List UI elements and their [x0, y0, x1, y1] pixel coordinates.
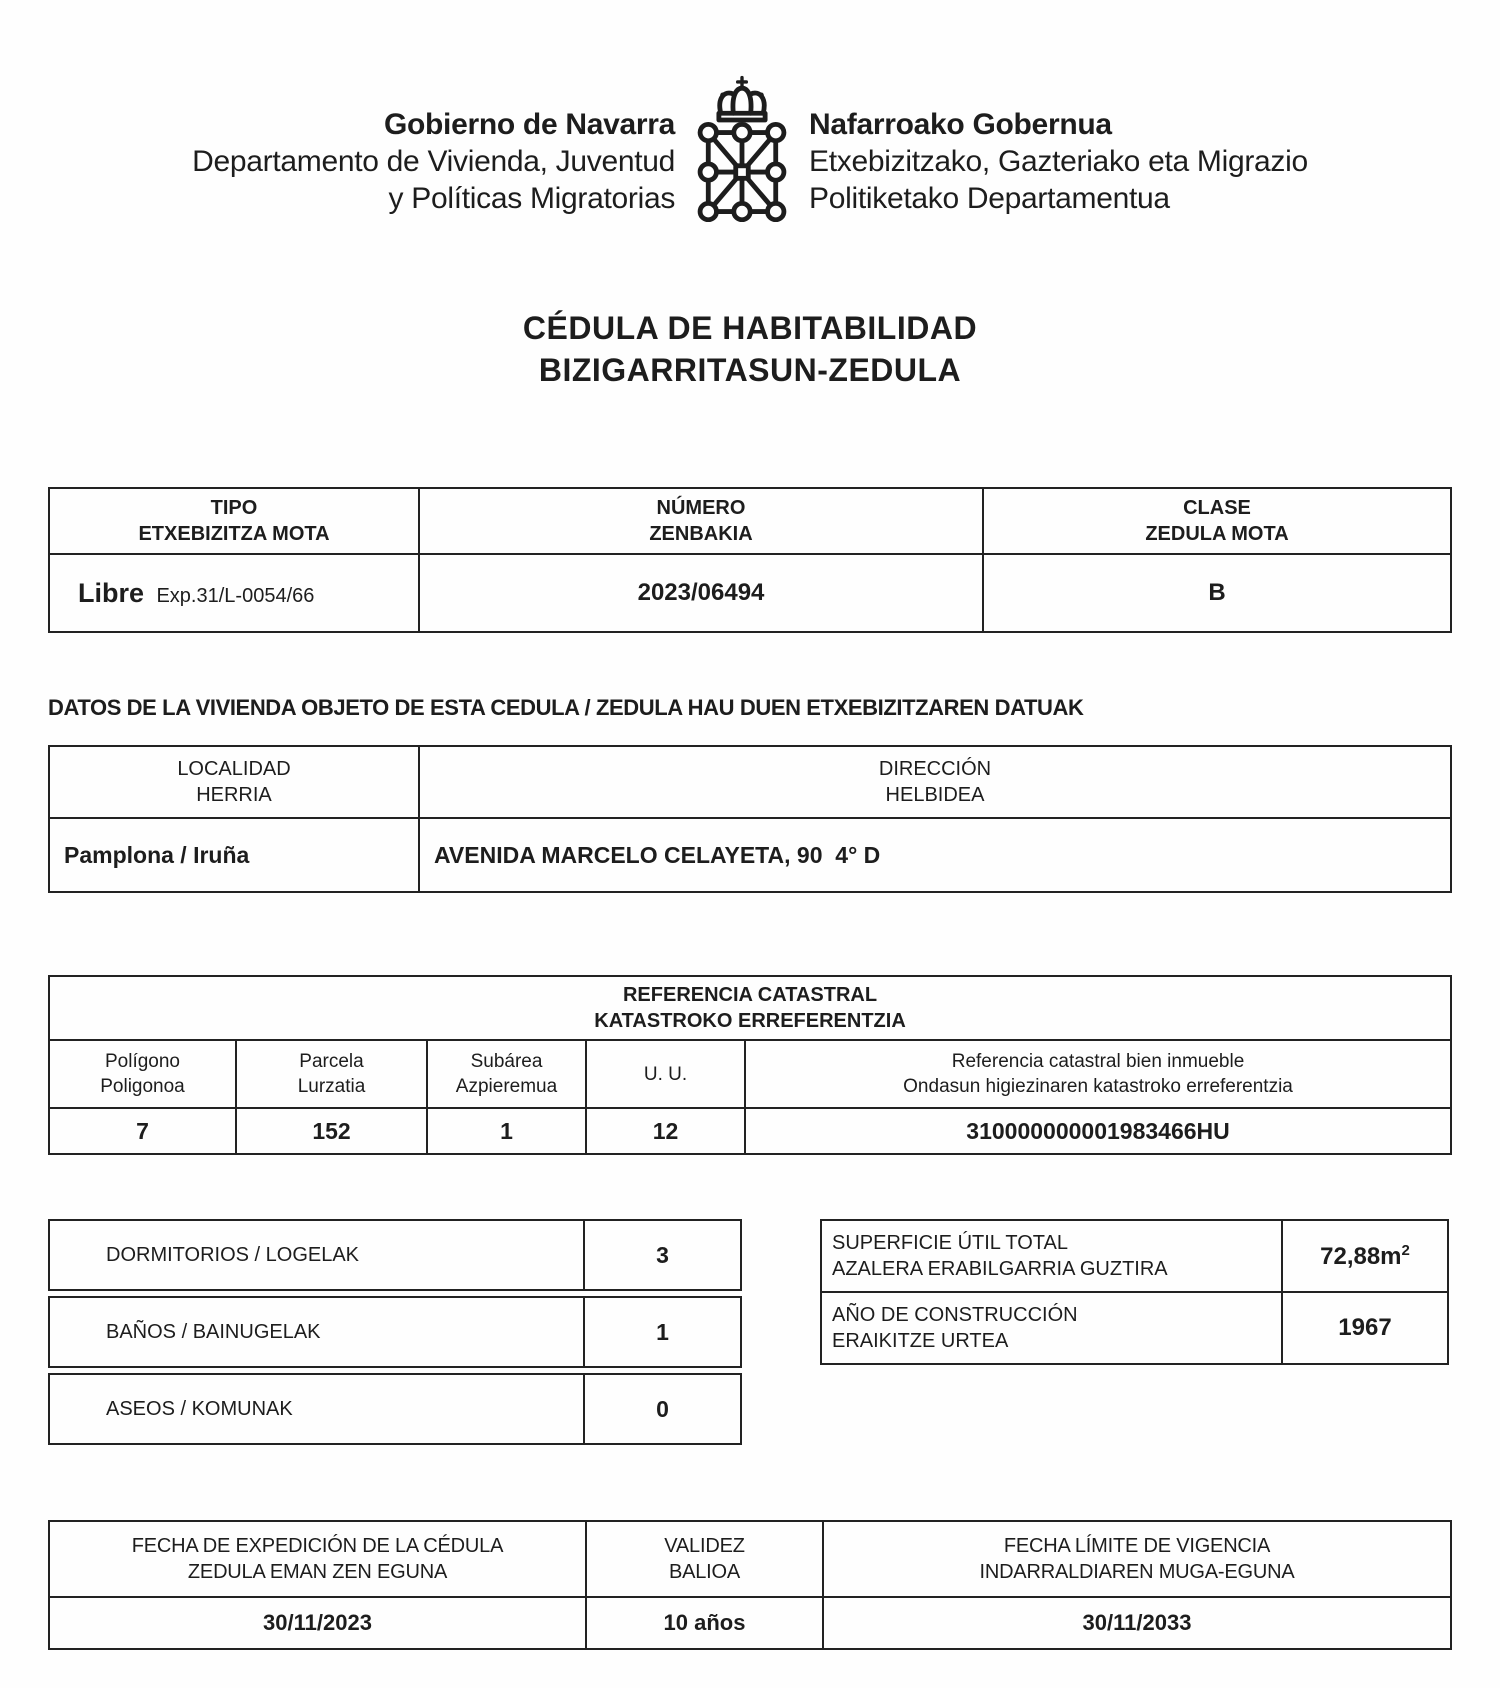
banos-row [48, 1296, 742, 1368]
details-table [820, 1219, 1449, 1365]
header-referencia: Referencia catastral bien inmueble Ondasun higiezinaren katastroko erreferentzia [745, 1040, 1451, 1108]
cedula-summary-table [48, 487, 1452, 633]
dormitorios-value: 3 [583, 1221, 740, 1289]
vivienda-table [48, 745, 1452, 893]
aseos-value: 0 [583, 1375, 740, 1443]
poligono-value: 7 [49, 1108, 236, 1154]
header-validez: VALIDEZ BALIOA [586, 1521, 823, 1597]
header-fecha-limite: FECHA LÍMITE DE VIGENCIA INDARRALDIAREN MUGA-EGUNA [823, 1521, 1451, 1597]
navarra-coat-of-arms-icon [689, 72, 795, 227]
org-header-spanish [192, 106, 675, 217]
rooms-table [48, 1219, 742, 1450]
dormitorios-label: DORMITORIOS / LOGELAK [106, 1243, 360, 1266]
document-title-es: CÉDULA DE HABITABILIDAD [522, 310, 978, 346]
vivienda-value-row [49, 818, 1451, 892]
catastral-value-row [49, 1108, 1451, 1154]
validity-table [48, 1520, 1452, 1650]
tipo-value-cell [49, 554, 419, 632]
header-poligono: Polígono Poligonoa [49, 1040, 236, 1108]
vivienda-header-row [49, 746, 1451, 818]
org-dept-eu-line2: Politiketako Departamentua [809, 182, 1170, 215]
header-fecha-expedicion: FECHA DE EXPEDICIÓN DE LA CÉDULA ZEDULA EMAN ZEN EGUNA [49, 1521, 586, 1597]
banos-value: 1 [583, 1298, 740, 1366]
direccion-value: AVENIDA MARCELO CELAYETA, 90 4° D [419, 818, 1451, 892]
cedula-summary-header-row [49, 488, 1451, 554]
subarea-value: 1 [427, 1108, 586, 1154]
org-name-es: Gobierno de Navarra [383, 108, 676, 141]
org-name-eu: Nafarroako Gobernua [809, 108, 1112, 141]
validity-value-row [49, 1597, 1451, 1649]
catastral-title-row [49, 976, 1451, 1040]
superficie-label: SUPERFICIE ÚTIL TOTAL AZALERA ERABILGARRIA GUZTIRA [821, 1220, 1282, 1292]
org-header-basque [809, 106, 1308, 217]
header-parcela: Parcela Lurzatia [236, 1040, 427, 1108]
cedula-summary-value-row [49, 554, 1451, 632]
anio-construccion-label: AÑO DE CONSTRUCCIÓN ERAIKITZE URTEA [821, 1292, 1282, 1364]
tipo-value: Libre [78, 577, 145, 608]
dormitorios-row [48, 1219, 742, 1291]
superficie-row [821, 1220, 1448, 1292]
catastral-title-es: REFERENCIA CATASTRAL [622, 984, 878, 1006]
referencia-catastral-value: 310000000001983466HU [745, 1108, 1451, 1154]
superficie-value-cell [1282, 1220, 1448, 1292]
fecha-expedicion-value: 30/11/2023 [49, 1597, 586, 1649]
org-dept-es-line2: y Políticas Migratorias [388, 182, 676, 215]
catastral-title-eu: KATASTROKO ERREFERENTZIA [594, 1010, 906, 1032]
anio-construccion-row [821, 1292, 1448, 1364]
parcela-value: 152 [236, 1108, 427, 1154]
vivienda-section-heading: DATOS DE LA VIVIENDA OBJETO DE ESTA CEDULA / ZEDULA HAU DUEN ETXEBIZITZAREN DATUAK [48, 695, 1084, 720]
referencia-catastral-table [48, 975, 1452, 1155]
banos-label: BAÑOS / BAINUGELAK [106, 1320, 321, 1343]
org-dept-es-line1: Departamento de Vivienda, Juventud [192, 145, 676, 178]
clase-value: B [983, 554, 1451, 632]
document-title [0, 307, 1500, 391]
org-dept-eu-line1: Etxebizitzako, Gazteriako eta Migrazio [809, 145, 1308, 178]
mid-tables-row [48, 1219, 1500, 1450]
superficie-value: 72,88m [1320, 1242, 1402, 1270]
header-clase: CLASE ZEDULA MOTA [983, 488, 1451, 554]
validez-value: 10 años [586, 1597, 823, 1649]
header-uu: U. U. [586, 1040, 745, 1108]
aseos-label: ASEOS / KOMUNAK [106, 1397, 293, 1420]
uu-value: 12 [586, 1108, 745, 1154]
catastral-subheader-row [49, 1040, 1451, 1108]
expediente-number: Exp.31/L-0054/66 [156, 584, 315, 607]
header-direccion: DIRECCIÓN HELBIDEA [419, 746, 1451, 818]
anio-construccion-value: 1967 [1282, 1292, 1448, 1364]
org-header [0, 0, 1500, 227]
catastral-title-cell [49, 976, 1451, 1040]
header-localidad: LOCALIDAD HERRIA [49, 746, 419, 818]
header-subarea: Subárea Azpieremua [427, 1040, 586, 1108]
aseos-row [48, 1373, 742, 1445]
superficie-value-sup: 2 [1401, 1241, 1410, 1259]
localidad-value: Pamplona / Iruña [49, 818, 419, 892]
numero-value: 2023/06494 [419, 554, 983, 632]
validity-header-row [49, 1521, 1451, 1597]
fecha-limite-value: 30/11/2033 [823, 1597, 1451, 1649]
header-tipo: TIPO ETXEBIZITZA MOTA [49, 488, 419, 554]
header-numero: NÚMERO ZENBAKIA [419, 488, 983, 554]
document-title-eu: BIZIGARRITASUN-ZEDULA [538, 352, 962, 388]
